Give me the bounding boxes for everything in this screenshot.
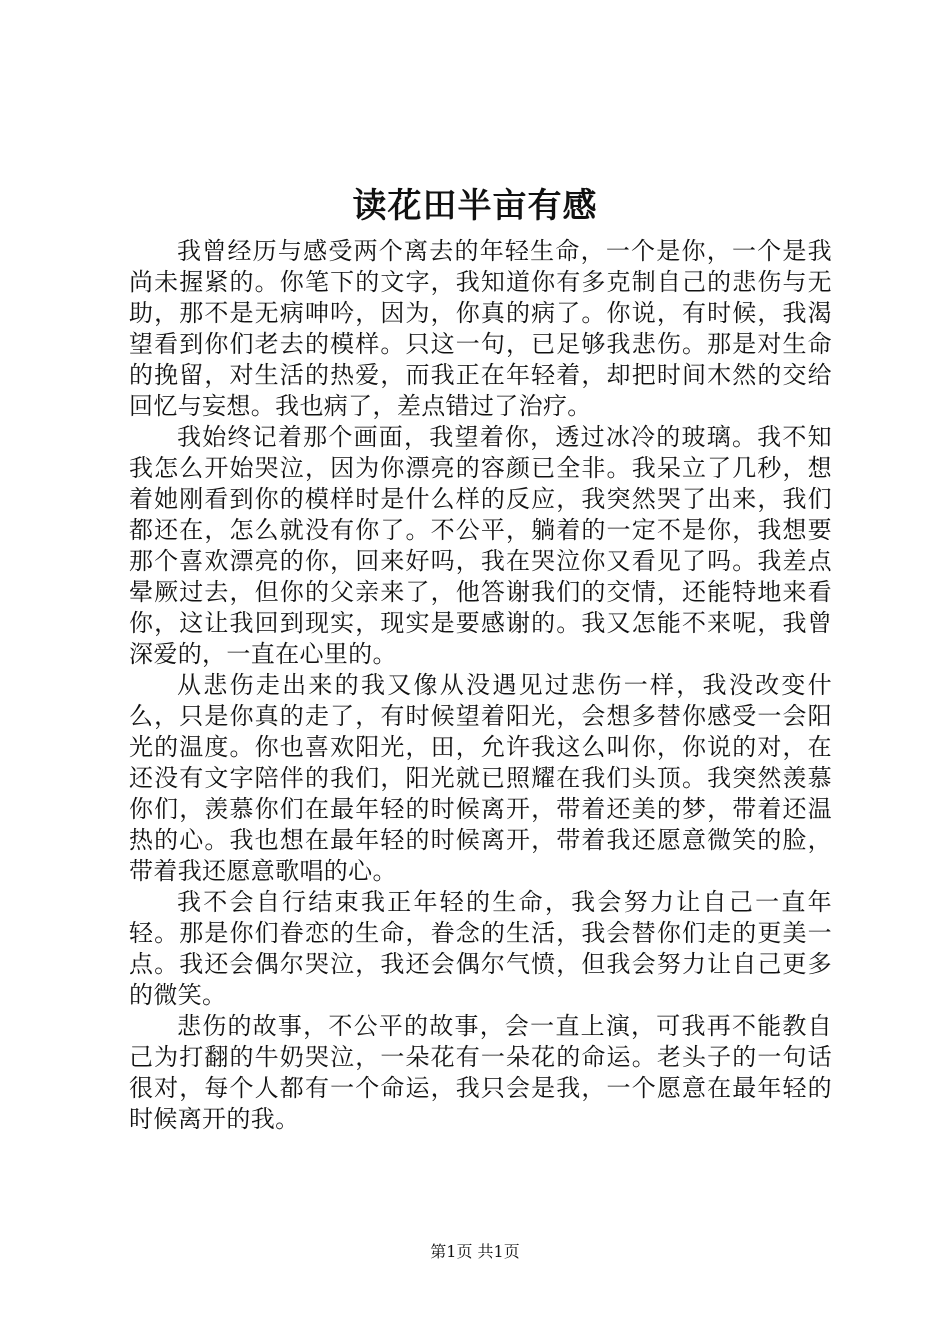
paragraph-2: 我始终记着那个画面，我望着你，透过冰冷的玻璃。我不知我怎么开始哭泣，因为你漂亮的容颜已全非。我呆立了几秒，想着她刚看到你的模样时是什么样的反应，我突然哭了出来，我们都还在，怎么就没有你了。不公平，躺着的一定不是你，我想要那个喜欢漂亮的你，回来好吗，我在哭泣你又看见了吗。我差点晕厥过去，但你的父亲来了，他答谢我们的交情，还能特地来看你，这让我回到现实，现实是要感谢的。我又怎能不来呢，我曾深爱的，一直在心里的。 [129,423,832,668]
paragraph-5: 悲伤的故事，不公平的故事，会一直上演，可我再不能教自己为打翻的牛奶哭泣，一朵花有一朵花的命运。老头子的一句话很对，每个人都有一个命运，我只会是我，一个愿意在最年轻的时候离开的我。 [129,1012,832,1133]
document-body [129,236,832,1135]
paragraph-3: 从悲伤走出来的我又像从没遇见过悲伤一样，我没改变什么，只是你真的走了，有时候望着阳光，会想多替你感受一会阳光的温度。你也喜欢阳光，田，允许我这么叫你，你说的对，在还没有文字陪伴的我们，阳光就已照耀在我们头顶。我突然羡慕你们，羡慕你们在最年轻的时候离开，带着还美的梦，带着还温热的心。我也想在最年轻的时候离开，带着我还愿意微笑的脸，带着我还愿意歌唱的心。 [129,671,832,885]
paragraph-1: 我曾经历与感受两个离去的年轻生命，一个是你，一个是我尚未握紧的。你笔下的文字，我知道你有多克制自己的悲伤与无助，那不是无病呻吟，因为，你真的病了。你说，有时候，我渴望看到你们老去的模样。只这一句，已足够我悲伤。那是对生命的挽留，对生活的热爱，而我正在年轻着，却把时间木然的交给回忆与妄想。我也病了，差点错过了治疗。 [129,237,832,420]
paragraph-4: 我不会自行结束我正年轻的生命，我会努力让自己一直年轻。那是你们眷恋的生命，眷念的生活，我会替你们走的更美一点。我还会偶尔哭泣，我还会偶尔气愤，但我会努力让自己更多的微笑。 [129,888,832,1009]
document-title: 读花田半亩有感 [352,186,598,226]
page-footer: 第1页 共1页 [430,1242,520,1261]
